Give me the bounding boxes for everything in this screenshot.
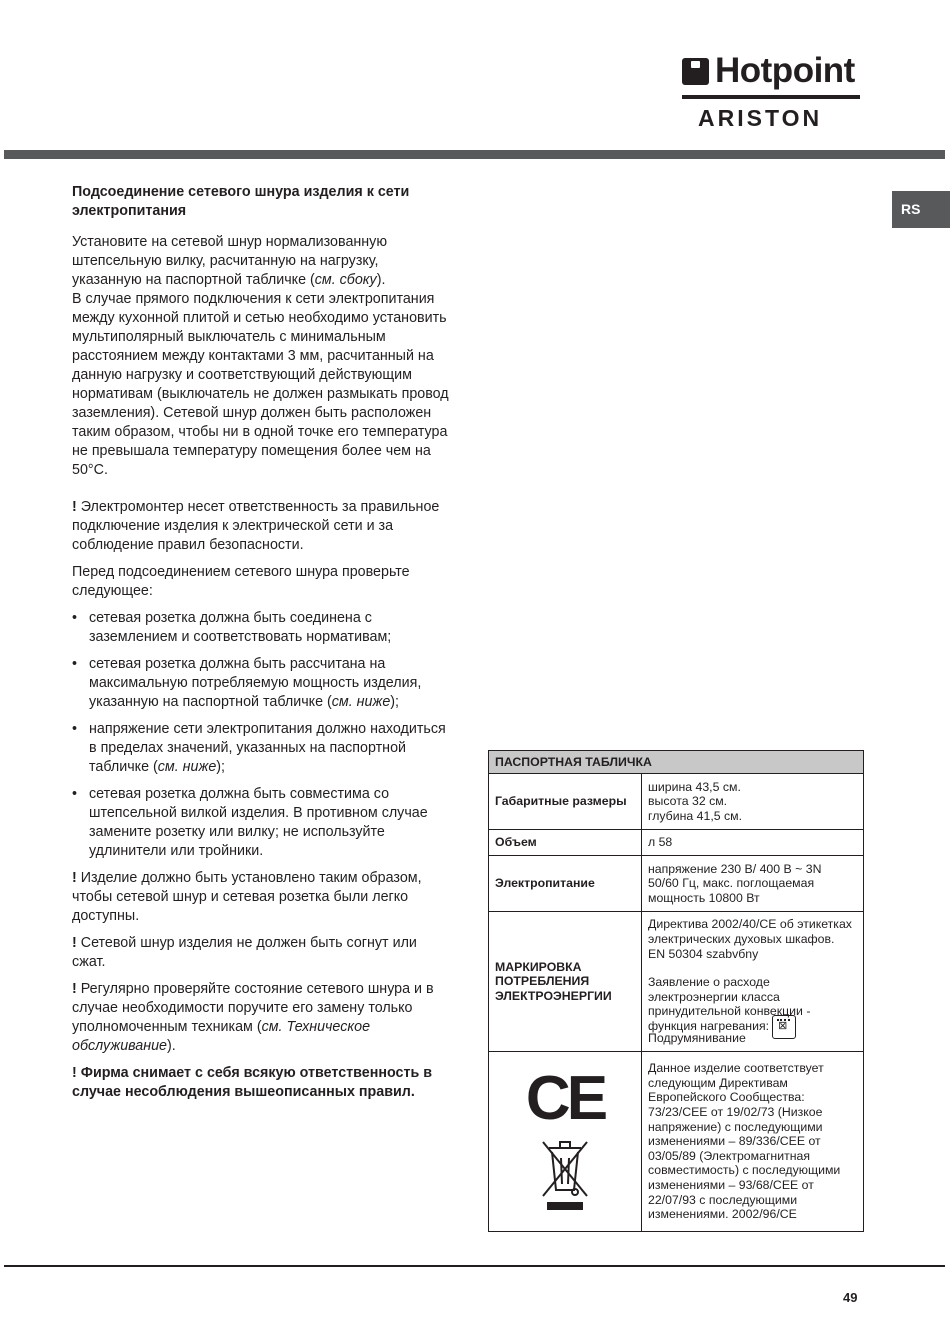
dimensions-label: Габаритные размеры [489,774,642,830]
energy-line: Директива 2002/40/CE об этикетках [648,917,852,932]
brand-subname: ARISTON [698,105,823,131]
language-tab: RS [892,191,950,228]
list-item [72,720,452,777]
logo-divider [682,95,860,99]
table-row [489,1052,864,1232]
list-item-text: сетевая розетка должна быть совместима со штепсельной вилкой изделия. В противном случае замените розетку или вилку; не используйте удлинители или тройники. [89,786,428,859]
instructions-column [72,183,452,1110]
energy-label-line: ЭЛЕКТРОЭНЕРГИИ [495,988,612,1003]
power-value [642,856,864,912]
dimension-width: ширина 43,5 см. [648,779,741,794]
ce-line: напряжение) с последующими [648,1119,823,1134]
energy-label-line: МАРКИРОВКА [495,959,582,974]
hotpoint-ariston-logo [680,51,862,133]
see-below-ref: см. ниже [157,759,217,775]
ce-line: 73/23/CEE от 19/02/73 (Низкое [648,1105,823,1120]
ce-line: 22/07/93 с последующими [648,1192,798,1207]
checklist [72,609,452,861]
ce-line: следующим Директивам [648,1075,788,1090]
table-row [489,774,864,830]
energy-line: принудительной конвекции - [648,1004,811,1019]
ce-line: Европейского Сообщества: [648,1090,805,1105]
paragraph-direct-connection: В случае прямого подключения к сети электропитания между кухонной плитой и сетью необходимо установить мультиполярный выключатель с минимальным расстоянием между контактами 3 мм, расчитанный на данную нагрузку и соответствующий действующим нормативам (выключатель не должен размыкать провод заземления). Сетевой шнур должен быть расположен таким образом, чтобы ни в одной точке его температура не превышала температуру помещения более чем на 50°C. [72,291,449,478]
logo-mark-icon [682,58,709,85]
list-item-end: ); [390,694,399,710]
dimension-height: высота 32 см. [648,794,728,809]
warning-icon: ! [72,935,77,951]
warning-accessible [72,869,452,926]
volume-label: Объем [489,830,642,856]
table-row [489,856,864,912]
energy-func-text: функция нагревания: [648,1018,770,1033]
list-item [72,785,452,861]
warning-icon: ! [72,1065,77,1081]
list-item [72,655,452,712]
ce-line: изменениями. 2002/96/CE [648,1207,797,1222]
energy-line: Заявление о расходе [648,975,770,990]
warning-accessible-text: Изделие должно быть установлено таким образом, чтобы сетевой шнур и сетевая розетка были легко доступны. [72,870,422,924]
power-line: напряжение 230 В/ 400 В ~ 3N [648,861,822,876]
energy-line: Подрумянивание [648,1030,746,1045]
ce-line: Данное изделие соответствует [648,1061,824,1076]
paragraph-plug-end: ). [376,272,386,288]
energy-label [489,912,642,1052]
energy-label-line: ПОТРЕБЛЕНИЯ [495,974,590,989]
page-number: 49 [843,1290,858,1305]
list-item-text: сетевая розетка должна быть соединена с заземлением и соответствовать нормативам; [89,610,392,645]
ce-line: изменениями – 93/68/CEE от [648,1177,814,1192]
warning-inspect-text: Регулярно проверяйте состояние сетевого шнура и в случае необходимости поручите его замену только уполномоченным техникам ( [72,981,434,1035]
warning-electrician [72,498,452,555]
power-line: мощность 10800 Вт [648,890,760,905]
paragraph-plug-text: Установите на сетевой шнур нормализованную штепсельную вилку, расчитанную на нагрузку, указанную на паспортной табличке ( [72,234,388,288]
warning-inspect-end: ). [167,1038,176,1054]
ce-mark-icon: CE [525,1063,605,1133]
ce-line: совместимость) с последующими [648,1163,841,1178]
energy-value [642,912,864,1052]
warning-liability-text: Фирма снимает с себя всякую ответственность в случае несоблюдения вышеописанных правил. [72,1065,433,1100]
energy-line: электроэнергии класса [648,989,780,1004]
rating-plate-table [488,750,864,1232]
energy-line: электрических духовых шкафов. [648,932,835,947]
list-item-end: ); [216,759,225,775]
certification-marks [489,1052,642,1232]
power-label: Электропитание [489,856,642,912]
ce-line: изменениями – 89/336/CEE от [648,1134,821,1149]
paragraph-plug [72,233,452,480]
warning-bend-text: Сетевой шнур изделия не должен быть согнут или сжат. [72,935,417,970]
warning-inspect [72,980,452,1056]
energy-line: EN 50304 szabvбny [648,946,759,961]
weee-bin-icon [535,1136,595,1212]
check-intro: Перед подсоединением сетевого шнура проверьте следующее: [72,564,410,599]
list-item [72,609,452,647]
ce-line: 03/05/89 (Электромагнитная [648,1148,811,1163]
dimension-depth: глубина 41,5 см. [648,808,743,823]
dimensions-value [642,774,864,830]
ce-compliance-value [642,1052,864,1232]
warning-liability [72,1064,452,1102]
warning-bend [72,934,452,972]
list-item-text: напряжение сети электропитания должно находиться в пределах значений, указанных на паспортной табличке ( [89,721,446,775]
list-item-text: сетевая розетка должна быть рассчитана на максимальную потребляемую мощность изделия, указанную на паспортной табличке ( [89,656,422,710]
section-title: Подсоединение сетевого шнура изделия к сети электропитания [72,184,410,219]
warning-electrician-text: Электромонтер несет ответственность за правильное подключение изделия к электрической сети и за соблюдение правил безопасности. [72,499,440,553]
maintenance-ref: см. Техническое обслуживание [72,1019,371,1054]
power-line: 50/60 Гц, макс. поглощаемая [648,876,815,891]
volume-value: л 58 [642,830,864,856]
header-rule [4,150,945,159]
convection-fan-icon [772,1015,796,1039]
footer-rule [4,1265,945,1267]
table-header-row [489,751,864,774]
see-side-ref: см. сбоку [314,272,377,288]
warning-icon: ! [72,499,77,515]
table-row [489,912,864,1052]
table-row [489,830,864,856]
see-below-ref: см. ниже [331,694,391,710]
table-header: ПАСПОРТНАЯ ТАБЛИЧКА [489,751,864,774]
warning-icon: ! [72,981,77,997]
brand-name: Hotpoint [715,51,855,90]
warning-icon: ! [72,870,77,886]
